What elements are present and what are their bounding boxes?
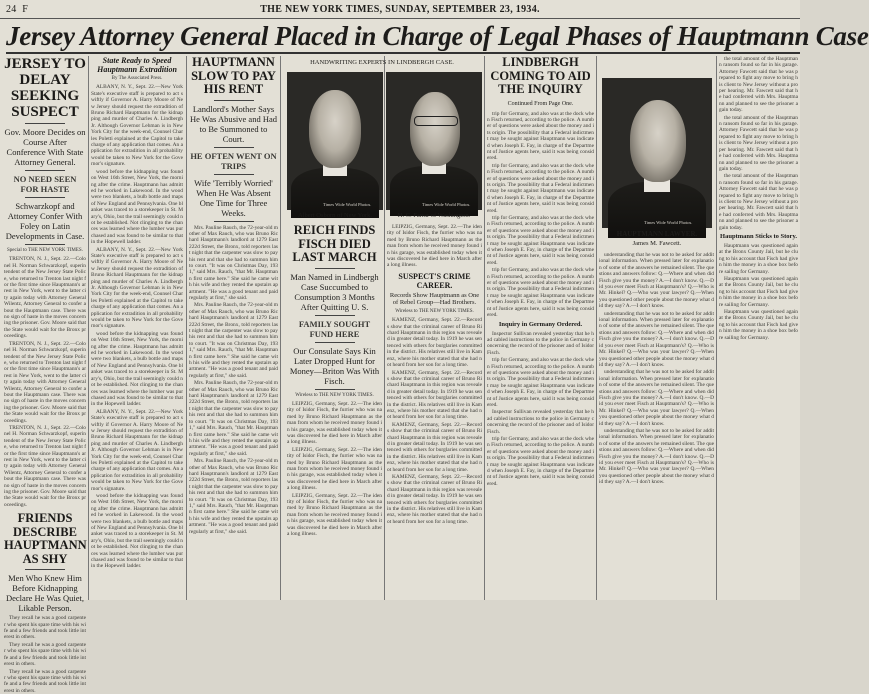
deck: Gov. Moore Decides on Course After Conference With State Attorney General. xyxy=(4,127,86,167)
divider xyxy=(315,268,355,269)
banner-headline: Jersey Attorney General Placed in Charge of Legal Phases of Hauptmann Case xyxy=(6,20,800,54)
article-body: TRENTON, N. J., Sept. 22.—Colonel H. Norman Schwarzkopf, superintendent of the New Jersey State Police, who returned to Trenton last night for the first time since Hauptmann's arrest in New York, went to the latter city again today with Attorney General Wilentz, Attorney General to confer about the Hauptmann case. There was no sign of haste in the moves concerning the prisoner. Gov. Moore said that the State would wait for the Bronx proceedings. TRENTON, N. J., Sept. 22.—Colonel H. Norman Schwarzkopf, superintendent of the New Jersey State Police, who returned to Trenton last night for the first time since Hauptmann's arrest in New York, went to the latter city again today with Attorney General Wilentz, Attorney General to confer about the Hauptmann case. There was no sign of haste in the moves concerning the prisoner. Gov. Moore said that the State would wait for the Bronx proceedings. TRENTON, N. J., Sept. 22.—Colonel H. Norman Schwarzkopf, superintendent of the New Jersey State Police, who returned to Trenton last night for the first time since Hauptmann's arrest in New York, went to the latter city again today with Attorney General Wilentz, Attorney General to confer about the Hauptmann case. There was no sign of haste in the moves concerning the prisoner. Gov. Moore said that the State would wait for the Bronx proceedings. xyxy=(4,256,86,508)
column-5 xyxy=(387,224,482,600)
column-rule xyxy=(596,56,597,600)
column-8 xyxy=(599,252,714,600)
headline-jersey-delay: JERSEY TO DELAY SEEKING SUSPECT xyxy=(4,56,86,120)
column-rule xyxy=(384,56,385,600)
column-1 xyxy=(4,56,87,694)
article-body: LEIPZIG, Germany, Sept. 22.—The identity of Isidor Fisch, the furrier who was named by Bruno Richard Hauptmann as the man from whom he received money found in his garage, was established today when it was discovered he died here in March after a long illness. xyxy=(387,224,482,269)
headline-suspect-crime: SUSPECT'S CRIME CAREER. xyxy=(398,271,471,290)
column-rule xyxy=(716,56,717,600)
photo-label-hauptmann-lawyer: HAUPTMANN LAWYER. xyxy=(616,230,698,238)
glasses-icon xyxy=(414,116,458,126)
paper-line: THE NEW YORK TIMES, SUNDAY, SEPTEMBER 23, 1934. xyxy=(260,4,540,15)
photo-credit: Times Wide World Photos. xyxy=(323,202,372,207)
article-body: Hauptmann was questioned again at the Bronx County Jail, but he clung to his account that Fisch had given him the money in a shoe box before sailing for Germany. Hauptmann was questioned again at the Bronx County Jail, but he clung to his account that Fisch had given him the money in a shoe box before sailing for Germany. Hauptmann was questioned again at the Bronx County Jail, but he clung to his account that Fisch had given him the money in a shoe box before sailing for Germany. xyxy=(719,242,798,341)
headline-friends-describe: FRIENDS DESCRIBE HAUPTMANN AS SHY xyxy=(4,511,87,566)
photo-james-fawcett xyxy=(602,78,712,228)
deck: Wife 'Terribly Worried' When He Was Absent One Time for Three Weeks. xyxy=(194,177,273,218)
headline-hauptmann-slow: HAUPTMANN SLOW TO PAY HIS RENT xyxy=(191,55,276,96)
photo-credit: Times Wide World Photos. xyxy=(422,202,471,207)
dateline: By The Associated Press. xyxy=(111,76,163,81)
divider xyxy=(214,100,254,101)
column-4 xyxy=(287,224,382,600)
dateline: Wireless to THE NEW YORK TIMES. xyxy=(395,308,474,314)
headline-lindbergh-coming: LINDBERGH COMING TO AID THE INQUIRY xyxy=(490,55,591,96)
divider xyxy=(315,342,355,343)
column-3 xyxy=(189,56,278,596)
article-body: They recall he was a good carpenter who spent his spare time with his wife and a few friends and took little interest in others. They recall he was a good carpenter who spent his spare time with his wife and a few friends and took little interest in others. They recall he was a good carpenter who spent his spare time with his wife and a few friends and took little interest in others. xyxy=(4,615,86,694)
article-body: Inspector Sullivan revealed yesterday that he had cabled instructions to the police in Germany concerning the record of the prisoner and of Isidor Fisch. trip for Germany, and also was at the dock when Fisch returned, according to the police. A number of questions were asked about the money and its origin. The possibility that a Federal indictment may be sought against Hauptmann was indicated when Joseph E. Fay, in charge of the Department of Justice agents here, said it was being considered. Inspector Sullivan revealed yesterday that he had cabled instructions to the police in Germany concerning the record of the prisoner and of Isidor Fisch. trip for Germany, and also was at the dock when Fisch returned, according to the police. A number of questions were asked about the money and its origin. The possibility that a Federal indictment may be sought against Hauptmann was indicated when Joseph E. Fay, in charge of the Department of Justice agents here, said it was being considered. xyxy=(487,330,594,487)
photo-albert-osborn xyxy=(287,72,383,210)
subhead-hauptmann-sticks: Hauptmann Sticks to Story. xyxy=(720,232,797,240)
caption-fawcett: James M. Fawcett. xyxy=(632,240,682,247)
divider xyxy=(214,221,254,222)
column-rule xyxy=(88,56,89,600)
divider xyxy=(25,569,65,570)
photo-credit: Times Wide World Photos. xyxy=(644,220,693,225)
dateline: Special to THE NEW YORK TIMES. xyxy=(7,248,83,253)
deck: Schwarzkopf and Attorney Confer With Foley on Latin Developments in Case. xyxy=(5,201,85,241)
deck: Men Who Knew Him Before Kidnapping Declare He Was Quiet, Likable Person. xyxy=(6,573,84,614)
article-body: the total amount of the Hauptmann ransom found so far in his garage. Attorney Fawcett said that he was prepared to fight any move to bring his client to New Jersey without a proper hearing. Mr. Fawcett said that he had conferred with Mrs. Hauptmann and planned to see the prisoner again today. the total amount of the Hauptmann ransom found so far in his garage. Attorney Fawcett said that he was prepared to fight any move to bring his client to New Jersey without a proper hearing. Mr. Fawcett said that he had conferred with Mrs. Hauptmann and planned to see the prisoner again today. the total amount of the Hauptmann ransom found so far in his garage. Attorney Fawcett said that he was prepared to fight any move to bring his client to New Jersey without a proper hearing. Mr. Fawcett said that he had conferred with Mrs. Hauptmann and planned to see the prisoner again today. xyxy=(719,56,798,231)
divider xyxy=(25,123,65,124)
article-body: understanding that he was not to be asked for additional information. When pressed later for explanation of some of the answers he remained silent. The questions and answers follow: Q.—Where and when did Fisch give you the money? A.—I don't know. Q.—Did you ever meet Fisch at Hauptmann's? Q.—Who is Mr. Hinkel? Q.—Who was your lawyer? Q.—When you questioned other people about the money what did they say? A.—I don't know. understanding that he was not to be asked for additional information. When pressed later for explanation of some of the answers he remained silent. The questions and answers follow: Q.—Where and when did Fisch give you the money? A.—I don't know. Q.—Did you ever meet Fisch at Hauptmann's? Q.—Who is Mr. Hinkel? Q.—Who was your lawyer? Q.—When you questioned other people about the money what did they say? A.—I don't know. understanding that he was not to be asked for additional information. When pressed later for explanation of some of the answers he remained silent. The questions and answers follow: Q.—Where and when did Fisch give you the money? A.—I don't know. Q.—Did you ever meet Fisch at Hauptmann's? Q.—Who is Mr. Hinkel? Q.—Who was your lawyer? Q.—When you questioned other people about the money what did they say? A.—I don't know. understanding that he was not to be asked for additional information. When pressed later for explanation of some of the answers he remained silent. The questions and answers follow: Q.—Where and when did Fisch give you the money? A.—I don't know. Q.—Did you ever meet Fisch at Hauptmann's? Q.—Who is Mr. Hinkel? Q.—Who was your lawyer? Q.—When you questioned other people about the money what did they say? A.—I don't know. xyxy=(599,252,714,486)
article-body: KAMENZ, Germany, Sept. 22.—Records show that the criminal career of Bruno Richard Hauptmann in this region was revealed in greater detail today. In 1919 he was sentenced with others for burglaries committed in the district. His relatives still live in Kamenz, where his mother stated that she had not heard from her son for a long time. KAMENZ, Germany, Sept. 22.—Records show that the criminal career of Bruno Richard Hauptmann in this region was revealed in greater detail today. In 1919 he was sentenced with others for burglaries committed in the district. His relatives still live in Kamenz, where his mother stated that she had not heard from her son for a long time. KAMENZ, Germany, Sept. 22.—Records show that the criminal career of Bruno Richard Hauptmann in this region was revealed in greater detail today. In 1919 he was sentenced with others for burglaries committed in the district. His relatives still live in Kamenz, where his mother stated that she had not heard from her son for a long time. KAMENZ, Germany, Sept. 22.—Records show that the criminal career of Bruno Richard Hauptmann in this region was revealed in greater detail today. In 1919 he was sentenced with others for burglaries committed in the district. His relatives still live in Kamenz, where his mother stated that she had not heard from her son for a long time. xyxy=(387,317,482,525)
headline-reich-finds-fisch: REICH FINDS FISCH DIED LAST MARCH xyxy=(292,223,377,264)
divider xyxy=(315,389,355,390)
article-body: ALBANY, N. Y., Sept. 22.—New York State's executive staff is prepared to act swiftly if Governor A. Harry Moore of New Jersey should request the extradition of Bruno Richard Hauptmann for the kidnapping and murder of Charles A. Lindbergh Jr. Although Governor Lehman is in New York City for the week-end, Counsel Charles Poletti explained at the Capitol to take charge of any application that comes. An application for extradition in all probability would be taken to New York for the Governor's signature. wood before the kidnapping was found on West 16th Street, New York, the morning after the crime. Hauptmann has admitted he worked in Lakewood. In the wood were two blankets, a bulb bottle and maps of New England and Pennsylvania. One blanket was traced to a storekeeper in St. Mary's, Ohio, but the trail seemingly could not be established. Not clinging to the chances was learned where the lumber was purchased and was found to be similar to that in the Hopewell ladder. ALBANY, N. Y., Sept. 22.—New York State's executive staff is prepared to act swiftly if Governor A. Harry Moore of New Jersey should request the extradition of Bruno Richard Hauptmann for the kidnapping and murder of Charles A. Lindbergh Jr. Although Governor Lehman is in New York City for the week-end, Counsel Charles Poletti explained at the Capitol to take charge of any application that comes. An application for extradition in all probability would be taken to New York for the Governor's signature. wood before the kidnapping was found on West 16th Street, New York, the morning after the crime. Hauptmann has admitted he worked in Lakewood. In the wood were two blankets, a bulb bottle and maps of New England and Pennsylvania. One blanket was traced to a storekeeper in St. Mary's, Ohio, but the trail seemingly could not be established. Not clinging to the chances was learned where the lumber was purchased and was found to be similar to that in the Hopewell ladder. ALBANY, N. Y., Sept. 22.—New York State's executive staff is prepared to act swiftly if Governor A. Harry Moore of New Jersey should request the extradition of Bruno Richard Hauptmann for the kidnapping and murder of Charles A. Lindbergh Jr. Although Governor Lehman is in New York City for the week-end, Counsel Charles Poletti explained at the Capitol to take charge of any application that comes. An application for extradition in all probability would be taken to New York for the Governor's signature. wood before the kidnapping was found on West 16th Street, New York, the morning after the crime. Hauptmann has admitted he worked in Lakewood. In the wood were two blankets, a bulb bottle and maps of New England and Pennsylvania. One blanket was traced to a storekeeper in St. Mary's, Ohio, but the trail seemingly could not be established. Not clinging to the chances was learned where the lumber was purchased and was found to be similar to that in the Hopewell ladder. xyxy=(91,84,183,570)
deck-bold: NO NEED SEEN FOR HASTE xyxy=(13,174,77,194)
article-body: trip for Germany, and also was at the dock when Fisch returned, according to the police. A number of questions were asked about the money and its origin. The possibility that a Federal indictment may be sought against Hauptmann was indicated when Joseph E. Fay, in charge of the Department of Justice agents here, said it was being considered. trip for Germany, and also was at the dock when Fisch returned, according to the police. A number of questions were asked about the money and its origin. The possibility that a Federal indictment may be sought against Hauptmann was indicated when Joseph E. Fay, in charge of the Department of Justice agents here, said it was being considered. trip for Germany, and also was at the dock when Fisch returned, according to the police. A number of questions were asked about the money and its origin. The possibility that a Federal indictment may be sought against Hauptmann was indicated when Joseph E. Fay, in charge of the Department of Justice agents here, said it was being considered. trip for Germany, and also was at the dock when Fisch returned, according to the police. A number of questions were asked about the money and its origin. The possibility that a Federal indictment may be sought against Hauptmann was indicated when Joseph E. Fay, in charge of the Department of Justice agents here, said it was being considered. xyxy=(487,110,594,319)
caption-osborn: Albert Osborn of New York. xyxy=(297,212,373,219)
photo-hc-farrar xyxy=(386,72,482,210)
deck: Our Consulate Says Kin Later Dropped Hunt for Money—Briton Was With Fisch. xyxy=(289,345,380,386)
subhead-inquiry-germany: Inquiry in Germany Ordered. xyxy=(498,320,583,328)
divider xyxy=(25,170,65,171)
dateline: Wireless to THE NEW YORK TIMES. xyxy=(295,392,374,398)
column-rule xyxy=(484,56,485,600)
masthead-line xyxy=(0,4,800,19)
column-2 xyxy=(91,56,183,596)
column-7 xyxy=(719,56,798,596)
deck-bold: HE OFTEN WENT ON TRIPS xyxy=(190,150,277,171)
divider xyxy=(25,244,65,245)
column-rule xyxy=(280,56,281,600)
deck: Landlord's Mother Says He Was Abusive and Had to Be Summoned to Court. xyxy=(190,103,277,144)
deck: Records Show Hauptmann as One of Rebel Group—Had Brothers. xyxy=(389,291,480,307)
deck-bold: FAMILY SOUGHT FUND HERE xyxy=(298,318,371,339)
headline-state-ready: State Ready to Speed Hauptmann Extradition xyxy=(97,56,177,74)
column-6 xyxy=(487,56,594,596)
divider xyxy=(214,147,254,148)
divider xyxy=(214,174,254,175)
divider xyxy=(25,197,65,198)
deck: Man Named in Lindbergh Case Succumbed to Consumption 3 Months After Quitting U. S. xyxy=(290,271,379,312)
article-body: Mrs. Pauline Rauch, the 72-year-old mother of Max Rauch, who was Bruno Richard Hauptmann's landlord at 1279 East 222d Street, the Bronx, told reporters last night that the carpenter was slow to pay his rent and that she had to summon him to court. "It was on Christmas Day, 1931," said Mrs. Rauch, "that Mr. Hauptmann first came here." She said he came with his wife and they rented the upstairs apartment. "He was a good tenant and paid regularly at first," she said. Mrs. Pauline Rauch, the 72-year-old mother of Max Rauch, who was Bruno Richard Hauptmann's landlord at 1279 East 222d Street, the Bronx, told reporters last night that the carpenter was slow to pay his rent and that she had to summon him to court. "It was on Christmas Day, 1931," said Mrs. Rauch, "that Mr. Hauptmann first came here." She said he came with his wife and they rented the upstairs apartment. "He was a good tenant and paid regularly at first," she said. Mrs. Pauline Rauch, the 72-year-old mother of Max Rauch, who was Bruno Richard Hauptmann's landlord at 1279 East 222d Street, the Bronx, told reporters last night that the carpenter was slow to pay his rent and that she had to summon him to court. "It was on Christmas Day, 1931," said Mrs. Rauch, "that Mr. Hauptmann first came here." She said he came with his wife and they rented the upstairs apartment. "He was a good tenant and paid regularly at first," she said. Mrs. Pauline Rauch, the 72-year-old mother of Max Rauch, who was Bruno Richard Hauptmann's landlord at 1279 East 222d Street, the Bronx, told reporters last night that the carpenter was slow to pay his rent and that she had to summon him to court. "It was on Christmas Day, 1931," said Mrs. Rauch, "that Mr. Hauptmann first came here." She said he came with his wife and they rented the upstairs apartment. "He was a good tenant and paid regularly at first," she said. xyxy=(189,224,278,535)
page-number: 24 F xyxy=(6,4,29,15)
column-rule xyxy=(186,56,187,600)
continued-note: Continued From Page One. xyxy=(507,100,574,107)
divider xyxy=(315,315,355,316)
photos-label: HANDWRITING EXPERTS IN LINDBERGH CASE. xyxy=(310,59,454,66)
article-body: LEIPZIG, Germany, Sept. 22.—The identity of Isidor Fisch, the furrier who was named by Bruno Richard Hauptmann as the man from whom he received money found in his garage, was established today when it was discovered he died here in March after a long illness. LEIPZIG, Germany, Sept. 22.—The identity of Isidor Fisch, the furrier who was named by Bruno Richard Hauptmann as the man from whom he received money found in his garage, was established today when it was discovered he died here in March after a long illness. LEIPZIG, Germany, Sept. 22.—The identity of Isidor Fisch, the furrier who was named by Bruno Richard Hauptmann as the man from whom he received money found in his garage, was established today when it was discovered he died here in March after a long illness. xyxy=(287,400,382,538)
caption-farrar: H. C. Farrar of Washington. xyxy=(397,212,471,219)
